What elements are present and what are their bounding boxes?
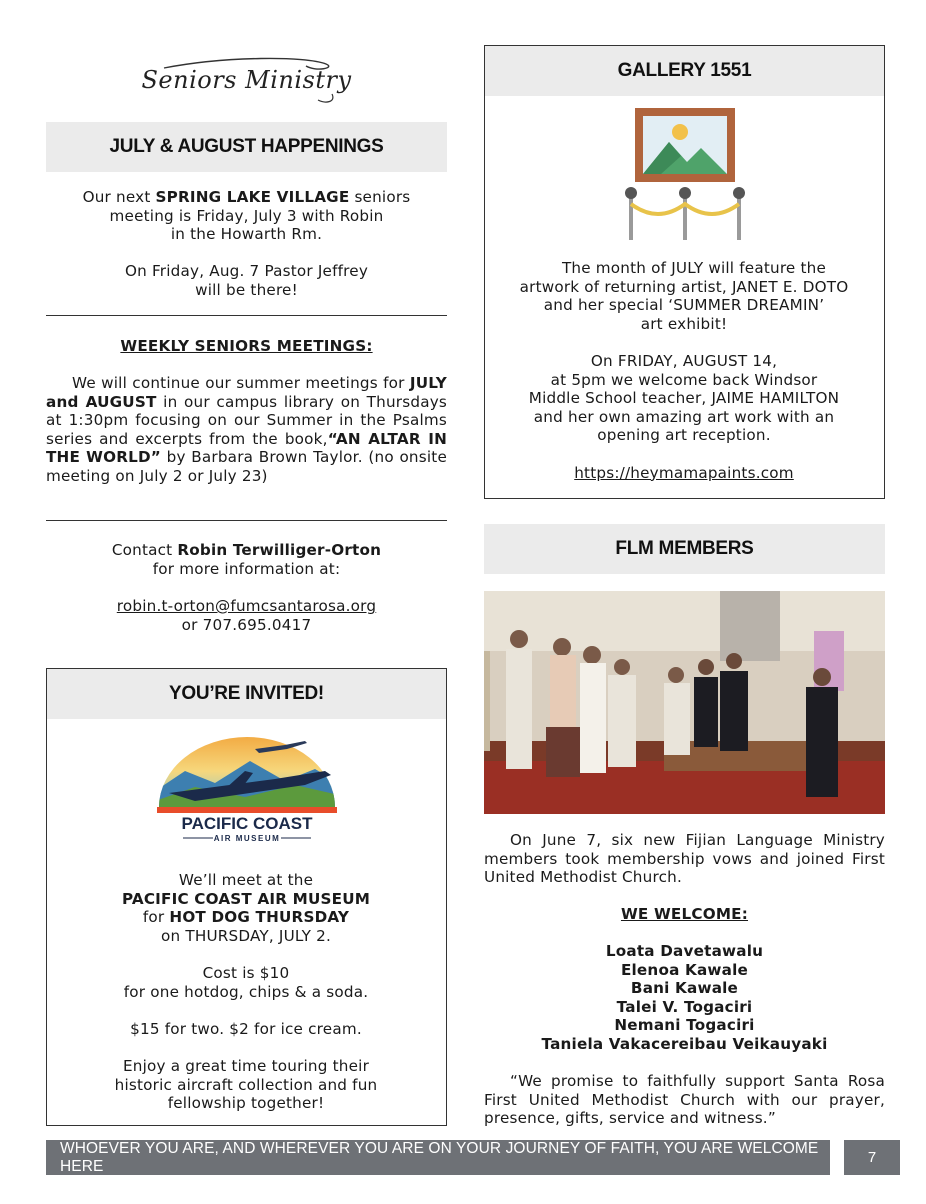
- footer-tagline: WHOEVER YOU ARE, AND WHEREVER YOU ARE ON YOUR JOURNEY OF FAITH, YOU ARE WELCOME HERE: [60, 1139, 819, 1175]
- inv-l10: fellowship together!: [167, 1094, 325, 1113]
- flm-heading-text: FLM MEMBERS: [615, 538, 754, 559]
- member-name: Bani Kawale: [630, 979, 739, 998]
- gal-g3: and her special ‘SUMMER DREAMIN’: [543, 296, 825, 315]
- seniors-ministry-logo: [46, 56, 447, 106]
- p1-b: SPRING LAKE VILLAGE: [155, 188, 350, 206]
- gal-g1: The month of JULY will feature the: [561, 259, 827, 277]
- phone-number: or 707.695.0417: [181, 615, 312, 634]
- invited-box: [46, 668, 447, 1126]
- inv-l9: historic aircraft collection and fun: [114, 1075, 378, 1094]
- contact-a: Contact: [111, 541, 178, 559]
- w-a: We will continue our summer meetings for: [72, 374, 410, 392]
- p2-line1: On Friday, Aug. 7 Pastor Jeffrey: [124, 262, 369, 280]
- museum-emblem-icon: [155, 731, 339, 843]
- flm-heading: [484, 524, 885, 574]
- gal-g9: opening art reception.: [597, 426, 771, 445]
- member-name: Talei V. Togaciri: [616, 997, 753, 1016]
- book-title: “AN ALTAR IN THE WORLD”: [46, 429, 447, 467]
- inv-l8: Enjoy a great time touring their: [122, 1056, 370, 1075]
- inv-l3a: for: [142, 908, 170, 927]
- divider-2: [46, 520, 447, 521]
- invited-details: [47, 871, 445, 1113]
- gal-g2: artwork of returning artist, JANET E. DOTO: [519, 277, 849, 296]
- weekly-meetings-heading: WEEKLY SENIORS MEETINGS:: [120, 337, 373, 355]
- page-number: [844, 1140, 900, 1175]
- p1-line3: in the Howarth Rm.: [170, 225, 323, 244]
- museum-logo-line1: PACIFIC COAST: [181, 814, 313, 833]
- inv-l5: Cost is $10: [202, 963, 290, 982]
- w-c: in our campus library on Thursdays at 1:30pm focusing on our Summer in the Psalms series and excerpts from the book,: [46, 392, 447, 448]
- p1-a: Our next: [82, 188, 156, 206]
- museum-logo-line2: AIR MUSEUM: [213, 834, 281, 843]
- new-members-list: [484, 942, 885, 1054]
- flm-members-photo: [484, 591, 885, 814]
- air-museum-logo: [155, 731, 339, 843]
- page-number-text: 7: [867, 1149, 877, 1166]
- gal-g6: at 5pm we welcome back Windsor: [550, 370, 818, 389]
- invited-heading: [47, 669, 446, 719]
- gal-g4: art exhibit!: [640, 314, 728, 333]
- inv-l3b: HOT DOG THURSDAY: [169, 908, 350, 927]
- gallery-details: [485, 259, 883, 482]
- inv-l7: $15 for two. $2 for ice cream.: [130, 1019, 362, 1038]
- happenings-heading-text: JULY & AUGUST HAPPENINGS: [109, 136, 384, 157]
- gallery-box: [484, 45, 885, 499]
- gallery-heading-text: GALLERY 1551: [617, 60, 752, 81]
- membership-vow-quote: “We promise to faithfully support Santa Rosa First United Methodist Church with our prayer, presence, gifts, service and witness.”: [484, 1072, 885, 1128]
- we-welcome-heading: WE WELCOME:: [620, 905, 749, 923]
- flm-intro: On June 7, six new Fijian Language Ministry members took membership vows and joined First United Methodist Church.: [484, 831, 885, 887]
- w-e: by Barbara Brown Taylor. (no onsite meeting on July 2 or July 23): [46, 448, 447, 485]
- divider-1: [46, 315, 447, 316]
- weekly-meetings-paragraph: [46, 374, 447, 486]
- footer-tagline-bar: [46, 1140, 830, 1175]
- pastor-jeffrey-paragraph: [46, 262, 447, 299]
- member-name: Loata Davetawalu: [605, 942, 764, 960]
- gallery-heading: [485, 46, 884, 96]
- happenings-heading: [46, 122, 447, 172]
- w-b: JULY and AUGUST: [46, 374, 447, 411]
- gal-g5: On FRIDAY, AUGUST 14,: [590, 351, 778, 370]
- p1-line2: meeting is Friday, July 3 with Robin: [109, 206, 384, 225]
- contact-name: Robin Terwilliger-Orton: [177, 541, 382, 559]
- member-name: Taniela Vakacereibau Veikauyaki: [541, 1034, 828, 1053]
- contact-details: [46, 597, 447, 634]
- member-name: Elenoa Kawale: [620, 960, 749, 979]
- spring-lake-paragraph: [46, 188, 447, 244]
- gal-g8: and her own amazing art work with an: [533, 407, 835, 426]
- inv-l2: PACIFIC COAST AIR MUSEUM: [121, 889, 371, 908]
- p1-c: seniors: [349, 188, 411, 206]
- email-link[interactable]: robin.t-orton@fumcsantarosa.org: [116, 597, 377, 615]
- contact-line2: for more information at:: [152, 559, 341, 578]
- member-name: Nemani Togaciri: [614, 1016, 755, 1035]
- artist-website-link[interactable]: https://heymamapaints.com: [574, 463, 794, 482]
- p2-line2: will be there!: [195, 280, 298, 299]
- gal-g7: Middle School teacher, JAIME HAMILTON: [528, 389, 840, 408]
- inv-l6: for one hotdog, chips & a soda.: [123, 982, 369, 1001]
- contact-paragraph: [46, 541, 447, 578]
- invited-heading-text: YOU’RE INVITED!: [169, 683, 324, 704]
- logo-text: Seniors Ministry: [141, 66, 352, 94]
- inv-l1: We’ll meet at the: [178, 871, 314, 889]
- inv-l4: on THURSDAY, JULY 2.: [161, 926, 331, 945]
- framed-picture-icon: [621, 106, 751, 242]
